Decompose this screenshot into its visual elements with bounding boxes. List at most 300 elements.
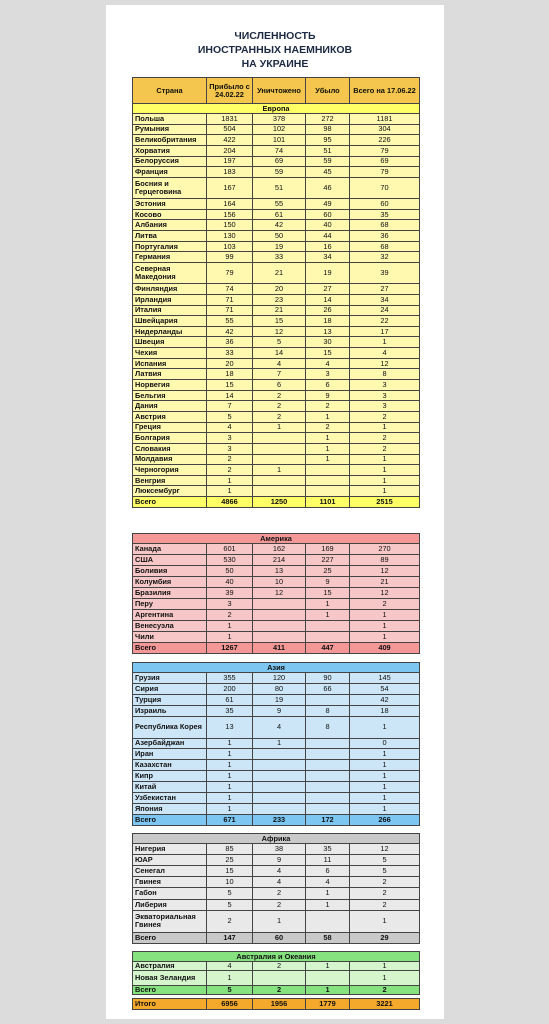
destroyed-value: 9: [253, 705, 306, 716]
country-name: Бразилия: [133, 588, 207, 599]
destroyed-value: [253, 971, 306, 986]
arrived-value: 1: [207, 486, 253, 497]
country-name: Венесуэла: [133, 621, 207, 632]
arrived-value: 530: [207, 555, 253, 566]
destroyed-value: 7: [253, 369, 306, 380]
section-africa-block: [132, 833, 419, 944]
country-name: Чехия: [133, 348, 207, 359]
left-value: 1: [306, 610, 350, 621]
table-row: [133, 866, 420, 877]
grand-total-block: [132, 998, 419, 1010]
arrived-total: 1267: [207, 643, 253, 654]
destroyed-value: 42: [253, 220, 306, 231]
destroyed-value: 19: [253, 241, 306, 252]
total-value: 1: [350, 793, 420, 804]
country-name: Нигерия: [133, 844, 207, 855]
left-value: 15: [306, 348, 350, 359]
arrived-value: 3: [207, 599, 253, 610]
left-value: 1: [306, 888, 350, 899]
total-value: 60: [350, 199, 420, 210]
left-value: 30: [306, 337, 350, 348]
destroyed-value: 50: [253, 231, 306, 242]
arrived-value: 1: [207, 632, 253, 643]
total-value: 32: [350, 252, 420, 263]
total-value: 12: [350, 358, 420, 369]
table-row: [133, 738, 420, 749]
arrived-value: 422: [207, 135, 253, 146]
left-value: 3: [306, 369, 350, 380]
left-value: 51: [306, 145, 350, 156]
country-name: Хорватия: [133, 145, 207, 156]
table-row: [133, 348, 420, 359]
destroyed-value: 15: [253, 316, 306, 327]
table-row: [133, 114, 420, 125]
destroyed-value: 80: [253, 683, 306, 694]
table-row: [133, 252, 420, 263]
destroyed-value: [253, 771, 306, 782]
country-name: Иран: [133, 749, 207, 760]
left-value: [306, 621, 350, 632]
arrived-value: 504: [207, 124, 253, 135]
country-name: Либерия: [133, 899, 207, 910]
destroyed-value: 2: [253, 888, 306, 899]
table-row: [133, 621, 420, 632]
arrived-value: 71: [207, 305, 253, 316]
destroyed-value: 378: [253, 114, 306, 125]
arrived-value: 200: [207, 683, 253, 694]
destroyed-value: 6: [253, 380, 306, 391]
country-name: Белоруссия: [133, 156, 207, 167]
left-value: 95: [306, 135, 350, 146]
destroyed-value: 2: [253, 899, 306, 910]
arrived-value: 167: [207, 177, 253, 198]
destroyed-value: 4: [253, 358, 306, 369]
arrived-total: 5: [207, 986, 253, 995]
arrived-value: 1: [207, 771, 253, 782]
destroyed-value: 59: [253, 167, 306, 178]
destroyed-total: 60: [253, 932, 306, 943]
section-asia-block: [132, 662, 419, 826]
country-name: ЮАР: [133, 855, 207, 866]
section-europe-block: [132, 77, 419, 508]
section-africa-table: [132, 833, 420, 944]
table-row: [133, 610, 420, 621]
left-value: 60: [306, 209, 350, 220]
total-value: 2: [350, 888, 420, 899]
country-name: Азербайджан: [133, 738, 207, 749]
left-value: 15: [306, 588, 350, 599]
table-row: [133, 390, 420, 401]
total-value: 68: [350, 220, 420, 231]
table-row: [133, 760, 420, 771]
arrived-value: 130: [207, 231, 253, 242]
country-name: Дания: [133, 401, 207, 412]
left-value: 1: [306, 899, 350, 910]
table-row: [133, 305, 420, 316]
section-africa-band: [133, 834, 420, 844]
section-america-band: [133, 534, 420, 544]
country-name: США: [133, 555, 207, 566]
arrived-total: 4866: [207, 497, 253, 508]
table-row: [133, 749, 420, 760]
left-value: 169: [306, 544, 350, 555]
country-name: Габон: [133, 888, 207, 899]
table-row: [133, 804, 420, 815]
arrived-value: 164: [207, 199, 253, 210]
country-name: Перу: [133, 599, 207, 610]
total-value: 2: [350, 443, 420, 454]
section-europe-table: [132, 77, 420, 508]
left-value: [306, 971, 350, 986]
left-value: [306, 749, 350, 760]
table-row: [133, 577, 420, 588]
total-label: Всего: [133, 986, 207, 995]
country-name: Люксембург: [133, 486, 207, 497]
arrived-value: 13: [207, 716, 253, 738]
country-name: Япония: [133, 804, 207, 815]
table-row: [133, 454, 420, 465]
column-header-arrived: Прибыло с 24.02.22: [207, 78, 253, 104]
title-line-3: НА УКРАИНЕ: [241, 58, 309, 70]
table-row: [133, 411, 420, 422]
left-value: 35: [306, 844, 350, 855]
destroyed-value: [253, 793, 306, 804]
arrived-value: 5: [207, 888, 253, 899]
table-row: [133, 673, 420, 684]
arrived-value: 1: [207, 793, 253, 804]
table-row: [133, 899, 420, 910]
left-value: 11: [306, 855, 350, 866]
arrived-total: 671: [207, 814, 253, 825]
country-name: Словакия: [133, 443, 207, 454]
total-value: 12: [350, 566, 420, 577]
destroyed-total: 1250: [253, 497, 306, 508]
country-name: Бельгия: [133, 390, 207, 401]
destroyed-total: 233: [253, 814, 306, 825]
left-value: [306, 632, 350, 643]
total-value: 36: [350, 231, 420, 242]
total-value: 145: [350, 673, 420, 684]
grand-total-label: Итого: [133, 999, 207, 1010]
destroyed-value: [253, 610, 306, 621]
destroyed-value: 19: [253, 694, 306, 705]
table-row: [133, 962, 420, 971]
destroyed-value: 1: [253, 910, 306, 932]
left-total: 1: [306, 986, 350, 995]
arrived-value: 15: [207, 380, 253, 391]
arrived-value: 36: [207, 337, 253, 348]
table-row: [133, 145, 420, 156]
section-oceania-table: [132, 951, 420, 995]
total-value: 2: [350, 433, 420, 444]
section-europe-total-row: [133, 497, 420, 508]
arrived-value: 5: [207, 411, 253, 422]
left-value: 13: [306, 326, 350, 337]
arrived-value: 4: [207, 962, 253, 971]
left-total: 172: [306, 814, 350, 825]
table-row: [133, 135, 420, 146]
arrived-value: 204: [207, 145, 253, 156]
document-title: [106, 29, 444, 71]
country-name: Боливия: [133, 566, 207, 577]
left-value: 19: [306, 262, 350, 283]
total-value: 3: [350, 401, 420, 412]
destroyed-value: [253, 454, 306, 465]
left-value: 9: [306, 577, 350, 588]
table-row: [133, 566, 420, 577]
destroyed-value: 33: [253, 252, 306, 263]
table-row: [133, 599, 420, 610]
total-value: 1: [350, 610, 420, 621]
total-value: 89: [350, 555, 420, 566]
section-america-total-row: [133, 643, 420, 654]
table-row: [133, 486, 420, 497]
left-value: 6: [306, 866, 350, 877]
destroyed-value: 21: [253, 262, 306, 283]
left-value: 66: [306, 683, 350, 694]
arrived-value: 7: [207, 401, 253, 412]
table-row: [133, 284, 420, 295]
table-row: [133, 855, 420, 866]
destroyed-value: 1: [253, 738, 306, 749]
arrived-value: 1: [207, 475, 253, 486]
destroyed-value: 214: [253, 555, 306, 566]
country-name: Литва: [133, 231, 207, 242]
country-name: Кипр: [133, 771, 207, 782]
destroyed-grand-total: 1956: [253, 999, 306, 1010]
arrived-value: 183: [207, 167, 253, 178]
destroyed-value: 5: [253, 337, 306, 348]
left-value: 9: [306, 390, 350, 401]
total-value: 1: [350, 962, 420, 971]
section-asia-table: [132, 662, 420, 826]
left-value: 27: [306, 284, 350, 295]
column-header-total: Всего на 17.06.22: [350, 78, 420, 104]
destroyed-value: 9: [253, 855, 306, 866]
country-name: Великобритания: [133, 135, 207, 146]
total-value: 0: [350, 738, 420, 749]
country-name: Китай: [133, 782, 207, 793]
destroyed-value: [253, 760, 306, 771]
total-value: 18: [350, 705, 420, 716]
table-row: [133, 401, 420, 412]
total-value: 1: [350, 971, 420, 986]
total-value: 2: [350, 599, 420, 610]
left-value: 8: [306, 705, 350, 716]
arrived-value: 39: [207, 588, 253, 599]
column-header-country: Страна: [133, 78, 207, 104]
arrived-value: 4: [207, 422, 253, 433]
destroyed-value: 120: [253, 673, 306, 684]
country-name: Греция: [133, 422, 207, 433]
table-row: [133, 316, 420, 327]
destroyed-value: 101: [253, 135, 306, 146]
country-name: Ирландия: [133, 294, 207, 305]
arrived-value: 33: [207, 348, 253, 359]
table-row: [133, 326, 420, 337]
total-value: 5: [350, 855, 420, 866]
left-value: [306, 694, 350, 705]
left-value: 2: [306, 422, 350, 433]
table-row: [133, 433, 420, 444]
left-value: 1: [306, 962, 350, 971]
arrived-value: 61: [207, 694, 253, 705]
total-value: 12: [350, 844, 420, 855]
destroyed-value: 4: [253, 716, 306, 738]
country-name: Израиль: [133, 705, 207, 716]
arrived-value: 3: [207, 443, 253, 454]
left-value: 16: [306, 241, 350, 252]
arrived-value: 601: [207, 544, 253, 555]
country-name: Нидерланды: [133, 326, 207, 337]
arrived-value: 2: [207, 610, 253, 621]
country-name: Франция: [133, 167, 207, 178]
left-total: 1101: [306, 497, 350, 508]
country-name: Австрия: [133, 411, 207, 422]
total-value: 27: [350, 284, 420, 295]
document-sheet: [106, 5, 444, 1019]
left-value: [306, 793, 350, 804]
country-name: Латвия: [133, 369, 207, 380]
arrived-value: 103: [207, 241, 253, 252]
grand-total-row: [133, 999, 420, 1010]
left-value: 44: [306, 231, 350, 242]
table-row: [133, 683, 420, 694]
table-row: [133, 877, 420, 888]
arrived-value: 74: [207, 284, 253, 295]
destroyed-value: 2: [253, 401, 306, 412]
total-value: 24: [350, 305, 420, 316]
total-value: 1: [350, 910, 420, 932]
total-value: 1: [350, 771, 420, 782]
total-total: 409: [350, 643, 420, 654]
total-value: 1: [350, 454, 420, 465]
arrived-grand-total: 6956: [207, 999, 253, 1010]
section-africa-name: Африка: [133, 834, 420, 844]
table-row: [133, 694, 420, 705]
left-value: 1: [306, 443, 350, 454]
total-value: 21: [350, 577, 420, 588]
country-name: Турция: [133, 694, 207, 705]
table-row: [133, 241, 420, 252]
section-oceania-block: [132, 951, 419, 995]
destroyed-value: 13: [253, 566, 306, 577]
total-value: 1: [350, 475, 420, 486]
section-oceania-name: Австралия и Океания: [133, 952, 420, 962]
left-value: 40: [306, 220, 350, 231]
country-name: Сирия: [133, 683, 207, 694]
destroyed-value: 38: [253, 844, 306, 855]
table-row: [133, 910, 420, 932]
arrived-value: 55: [207, 316, 253, 327]
arrived-value: 1: [207, 971, 253, 986]
total-value: 69: [350, 156, 420, 167]
left-value: 4: [306, 358, 350, 369]
section-asia-name: Азия: [133, 663, 420, 673]
left-value: 1: [306, 411, 350, 422]
left-value: 8: [306, 716, 350, 738]
destroyed-total: 411: [253, 643, 306, 654]
left-value: [306, 486, 350, 497]
left-value: 46: [306, 177, 350, 198]
total-value: 226: [350, 135, 420, 146]
arrived-value: 1: [207, 621, 253, 632]
country-name: Болгария: [133, 433, 207, 444]
left-value: 49: [306, 199, 350, 210]
table-row: [133, 167, 420, 178]
arrived-value: 2: [207, 454, 253, 465]
total-value: 1: [350, 782, 420, 793]
left-value: 26: [306, 305, 350, 316]
arrived-value: 2: [207, 465, 253, 476]
section-europe-band: [133, 104, 420, 114]
total-value: 304: [350, 124, 420, 135]
table-row: [133, 156, 420, 167]
table-row: [133, 358, 420, 369]
arrived-value: 1831: [207, 114, 253, 125]
left-value: 59: [306, 156, 350, 167]
total-value: 68: [350, 241, 420, 252]
country-name: Новая Зеландия: [133, 971, 207, 986]
table-row: [133, 705, 420, 716]
country-name: Канада: [133, 544, 207, 555]
total-value: 1: [350, 337, 420, 348]
section-america-block: [132, 533, 419, 654]
total-value: 3: [350, 380, 420, 391]
left-total: 58: [306, 932, 350, 943]
section-oceania-band: [133, 952, 420, 962]
destroyed-value: 1: [253, 465, 306, 476]
destroyed-value: 162: [253, 544, 306, 555]
left-value: 6: [306, 380, 350, 391]
destroyed-value: 14: [253, 348, 306, 359]
left-value: 14: [306, 294, 350, 305]
table-row: [133, 380, 420, 391]
total-value: 1: [350, 716, 420, 738]
left-value: 18: [306, 316, 350, 327]
arrived-value: 156: [207, 209, 253, 220]
total-value: 1: [350, 749, 420, 760]
arrived-value: 1: [207, 804, 253, 815]
table-row: [133, 220, 420, 231]
total-value: 22: [350, 316, 420, 327]
country-name: Республика Корея: [133, 716, 207, 738]
left-value: 1: [306, 433, 350, 444]
column-header-destroyed: Уничтожено: [253, 78, 306, 104]
arrived-value: 1: [207, 749, 253, 760]
destroyed-value: [253, 433, 306, 444]
title-line-2: ИНОСТРАННЫХ НАЕМНИКОВ: [197, 44, 353, 56]
table-row: [133, 262, 420, 283]
total-value: 1: [350, 760, 420, 771]
table-row: [133, 632, 420, 643]
section-africa-total-row: [133, 932, 420, 943]
country-name: Черногория: [133, 465, 207, 476]
total-value: 34: [350, 294, 420, 305]
arrived-total: 147: [207, 932, 253, 943]
destroyed-value: 51: [253, 177, 306, 198]
destroyed-value: 12: [253, 588, 306, 599]
arrived-value: 355: [207, 673, 253, 684]
table-row: [133, 844, 420, 855]
total-value: 1: [350, 465, 420, 476]
arrived-value: 1: [207, 782, 253, 793]
left-value: [306, 910, 350, 932]
total-value: 270: [350, 544, 420, 555]
total-value: 39: [350, 262, 420, 283]
left-value: [306, 738, 350, 749]
destroyed-value: [253, 632, 306, 643]
